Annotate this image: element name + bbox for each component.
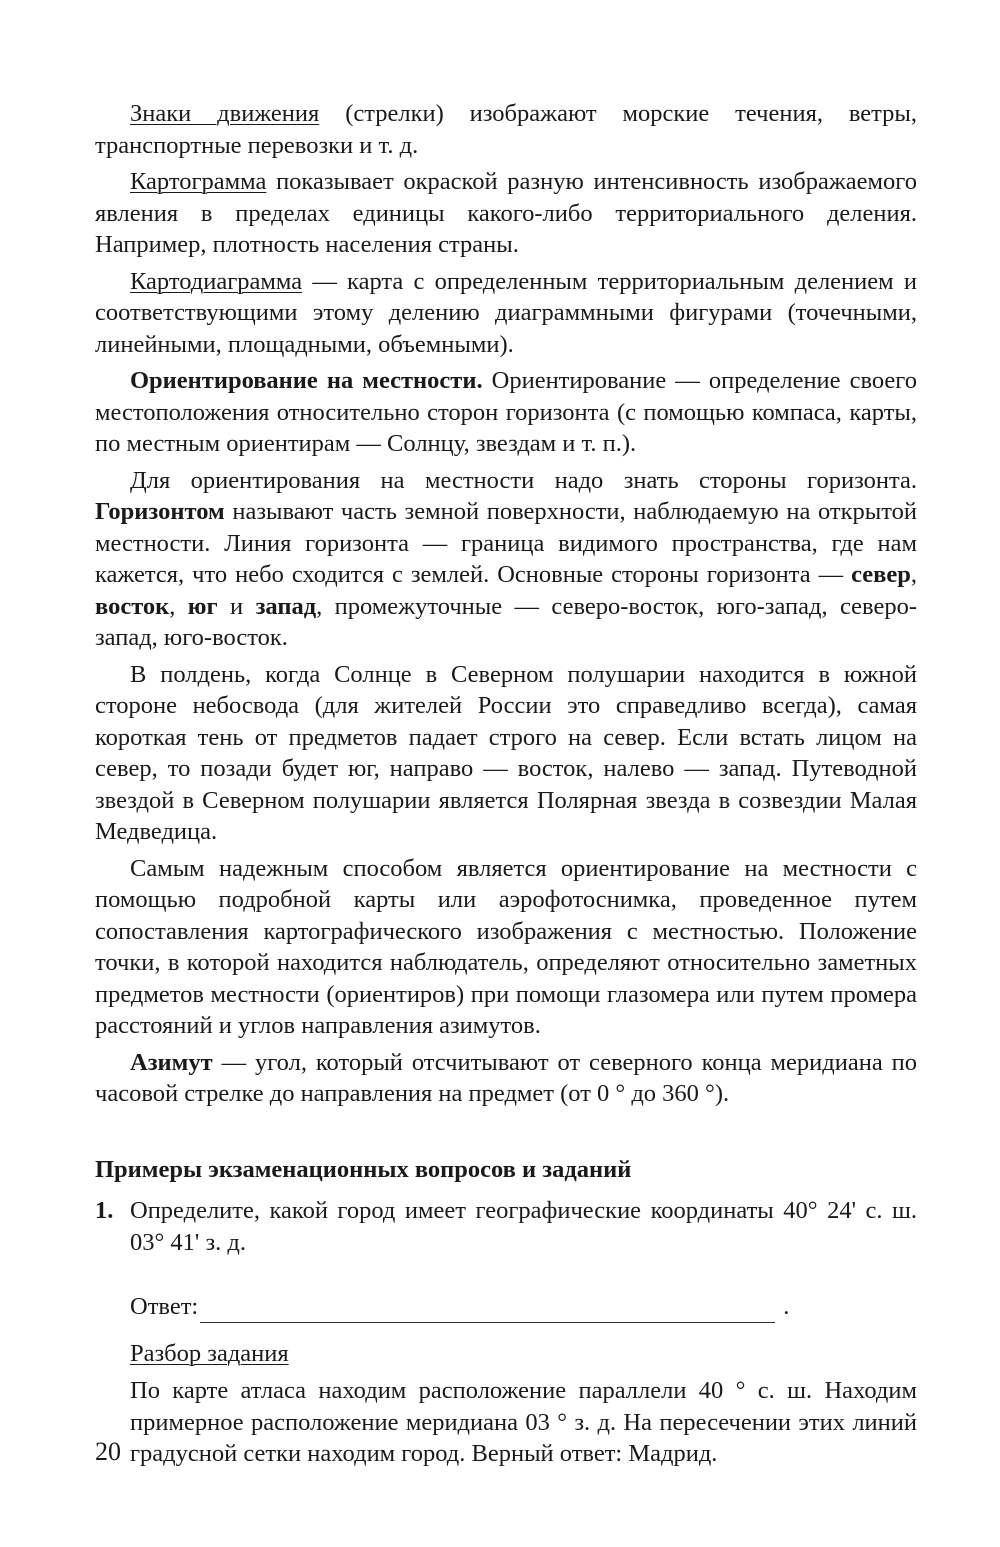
page-content — [95, 98, 917, 1470]
term-east: восток — [95, 592, 170, 620]
analysis-text: По карте атласа находим расположение параллели 40 ° с. ш. Находим примерное расположение меридиана 03 ° з. д. На пересечении этих линий градусной сетки находим город. Верный ответ: Мадрид. — [130, 1377, 917, 1467]
term-west: запад — [255, 592, 317, 620]
analysis-title — [130, 1338, 917, 1370]
page-number: 20 — [95, 1437, 121, 1466]
answer-label: Ответ: — [130, 1293, 199, 1320]
paragraph-text: , промежуточные — северо-восток, юго-запад, северо-запад, юго-восток. — [95, 592, 917, 651]
paragraph-azimuth — [95, 1047, 917, 1110]
paragraph-text: и — [217, 592, 256, 620]
task-question: Определите, какой город имеет географические координаты 40° 24' с. ш. 03° 41' з. д. — [130, 1197, 917, 1256]
term-north: север — [851, 561, 911, 588]
paragraph-text: (стрелки) изображают морские течения, ветры, транспортные перевозки и т. д. — [95, 100, 918, 159]
paragraph-horizon — [95, 465, 917, 654]
paragraph-text: , — [910, 561, 917, 588]
answer-blank[interactable] — [200, 1298, 775, 1323]
term-movement-signs: Знаки движения — [130, 100, 320, 127]
term-south: юг — [187, 592, 218, 620]
paragraph-map-method: Самым надежным способом является ориентирование на местности с помощью подробной карты или аэрофотоснимка, проведенное путем сопоставления картографического изображения с местностью. Положение точки, в которой находится наблюдатель, определяют относительно заметных предметов местности (ориентиров) при помощи глазомера или путем промера расстояний и углов направления азимутов. — [95, 854, 917, 1039]
answer-line — [130, 1291, 917, 1323]
paragraph-noon: В полдень, когда Солнце в Северном полушарии находится в южной стороне небосвода (для жителей России это справедливо всегда), самая короткая тень от предметов падает строго на север. Если встать лицом на север, то позади будет юг, направо — восток, налево — запад. Путеводной звездой в Северном полушарии является Полярная звезда в созвездии Малая Медведица. — [95, 660, 917, 845]
paragraph-cartodiagram — [95, 266, 917, 361]
section-title: Примеры экзаменационных вопросов и заданий — [95, 1155, 632, 1183]
paragraph-text: называют часть земной поверхности, наблюдаемую на открытой местности. Линия горизонта — граница видимого пространства, где нам кажется, что небо сходится с землей. Основные стороны горизонта — — [95, 498, 917, 588]
paragraph-text: показывает окраской разную интенсивность изображаемого явления в пределах единицы какого-либо территориального деления. Например, плотность населения страны. — [95, 168, 917, 258]
paragraph-movement-signs — [95, 98, 917, 161]
term-horizon: Горизонтом — [95, 498, 225, 525]
task-item — [95, 1195, 917, 1258]
paragraph-text: Для ориентирования на местности надо знать стороны горизонта. — [130, 466, 917, 494]
term-azimuth: Азимут — [130, 1048, 213, 1076]
term-orientation: Ориентирование на местности. — [130, 367, 483, 394]
paragraph-text: Ориентирование — определение своего местоположения относительно сторон горизонта (с помощью компаса, карты, по местным ориентирам — Солнцу, звездам и т. п.). — [95, 367, 917, 457]
paragraph-text: , — [169, 592, 188, 620]
task-number: 1. — [95, 1197, 114, 1224]
paragraph-text: — угол, который отсчитывают от северного конца меридиана по часовой стрелке до направления на предмет (от 0 ° до 360 °). — [95, 1048, 917, 1107]
answer-end-dot: . — [783, 1293, 790, 1320]
term-cartodiagram: Картодиаграмма — [130, 267, 303, 295]
term-cartogram: Картограмма — [130, 168, 267, 195]
paragraph-text: — карта с определенным территориальным делением и соответствующими этому делению диаграммными фигурами (точечными, линейными, площадными, объемными). — [95, 267, 917, 358]
paragraph-orientation — [95, 365, 917, 460]
paragraph-cartogram — [95, 166, 917, 261]
analysis-title-text: Разбор задания — [130, 1339, 289, 1367]
